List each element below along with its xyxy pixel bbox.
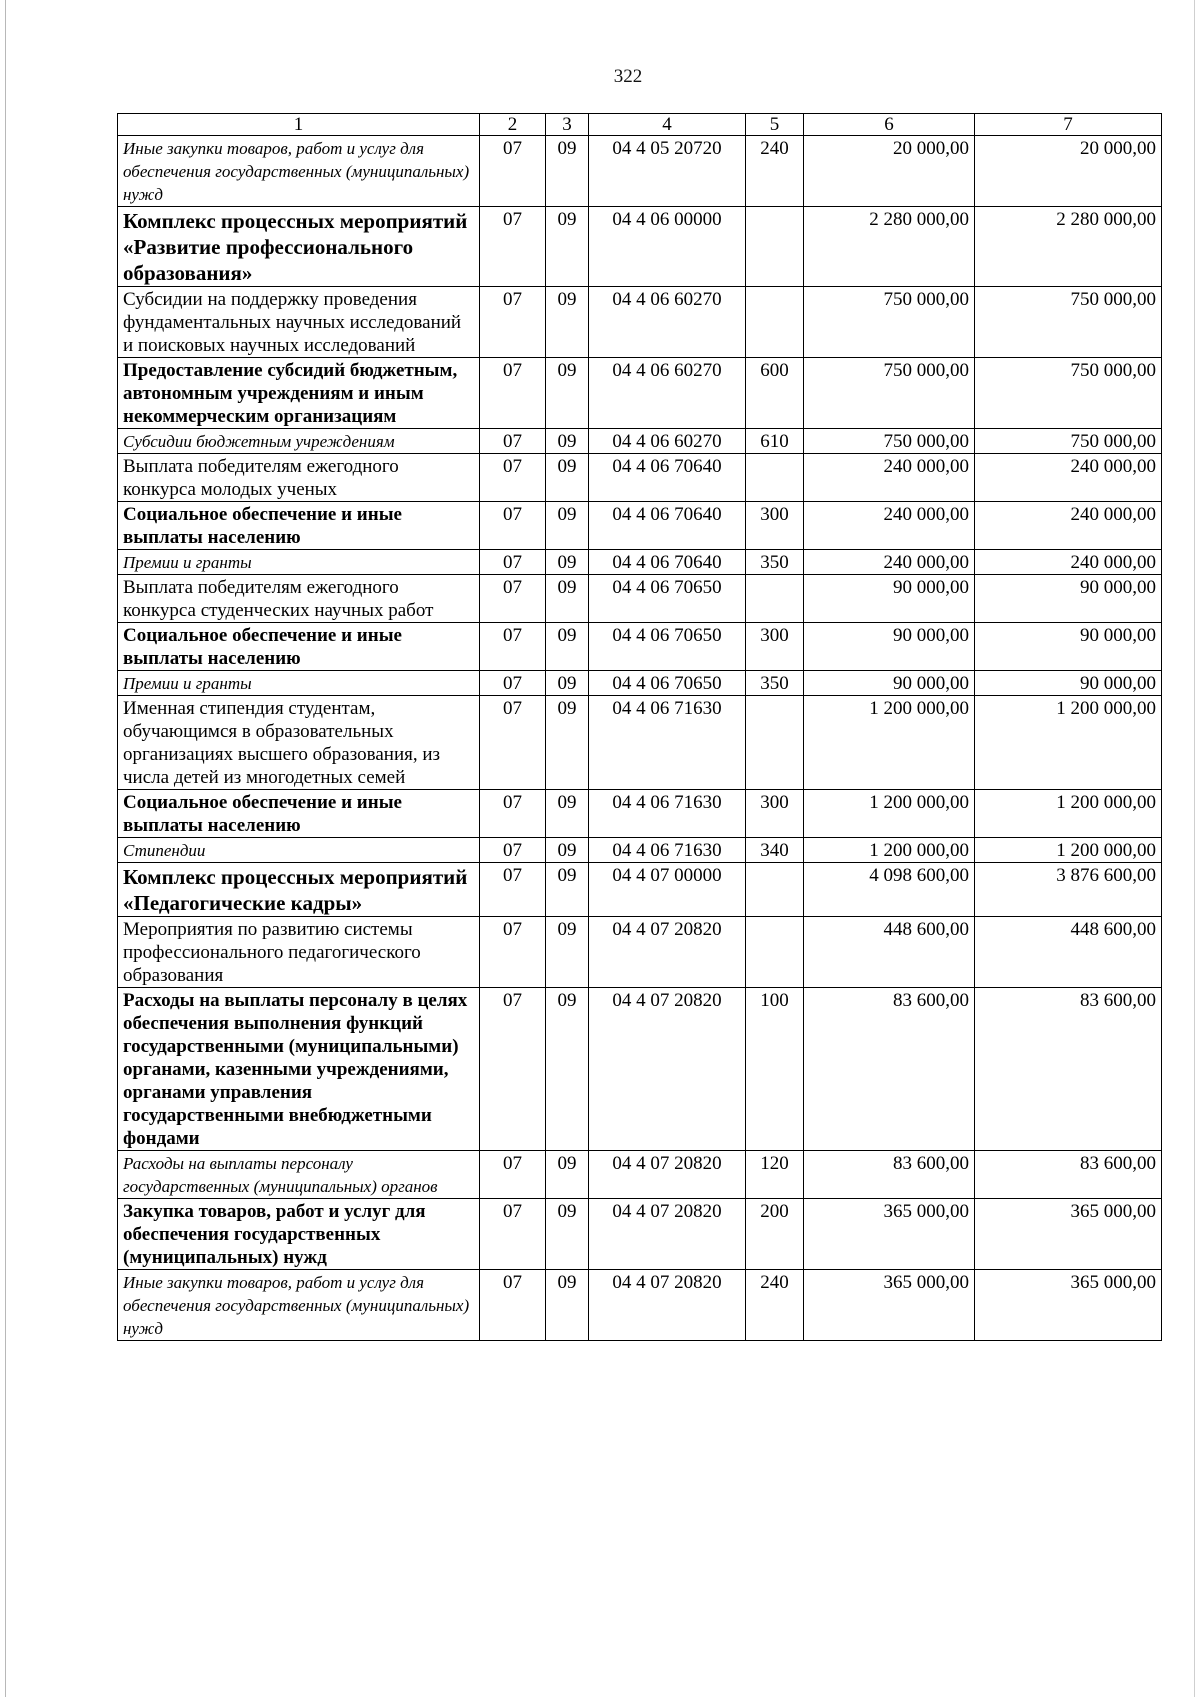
amount-year-2-cell: 20 000,00 bbox=[975, 136, 1162, 207]
subsection-code-cell: 09 bbox=[546, 1199, 589, 1270]
table-row bbox=[118, 1199, 1162, 1270]
expense-type-cell bbox=[746, 696, 804, 790]
amount-year-1-cell: 240 000,00 bbox=[804, 502, 975, 550]
column-header: 5 bbox=[746, 114, 804, 136]
amount-year-2-cell: 90 000,00 bbox=[975, 671, 1162, 696]
target-article-cell: 04 4 07 20820 bbox=[589, 988, 746, 1151]
column-header: 1 bbox=[118, 114, 480, 136]
item-name-cell: Выплата победителям ежегодного конкурса студенческих научных работ bbox=[118, 575, 480, 623]
subsection-code-cell: 09 bbox=[546, 207, 589, 287]
expense-type-cell: 350 bbox=[746, 550, 804, 575]
expense-type-cell: 100 bbox=[746, 988, 804, 1151]
amount-year-2-cell: 240 000,00 bbox=[975, 454, 1162, 502]
expense-type-cell bbox=[746, 917, 804, 988]
item-name-cell: Расходы на выплаты персоналу государственных (муниципальных) органов bbox=[118, 1151, 480, 1199]
subsection-code-cell: 09 bbox=[546, 671, 589, 696]
target-article-cell: 04 4 07 20820 bbox=[589, 1199, 746, 1270]
target-article-cell: 04 4 06 70640 bbox=[589, 550, 746, 575]
subsection-code-cell: 09 bbox=[546, 429, 589, 454]
expense-type-cell: 600 bbox=[746, 358, 804, 429]
section-code-cell: 07 bbox=[480, 988, 546, 1151]
subsection-code-cell: 09 bbox=[546, 550, 589, 575]
section-code-cell: 07 bbox=[480, 1151, 546, 1199]
amount-year-2-cell: 365 000,00 bbox=[975, 1199, 1162, 1270]
amount-year-2-cell: 750 000,00 bbox=[975, 287, 1162, 358]
budget-table bbox=[117, 113, 1162, 1341]
table-row bbox=[118, 207, 1162, 287]
item-name-cell: Предоставление субсидий бюджетным, автономным учреждениям и иным некоммерческим организациям bbox=[118, 358, 480, 429]
item-name-cell: Иные закупки товаров, работ и услуг для обеспечения государственных (муниципальных) нужд bbox=[118, 1270, 480, 1341]
table-row bbox=[118, 358, 1162, 429]
target-article-cell: 04 4 07 00000 bbox=[589, 863, 746, 917]
target-article-cell: 04 4 05 20720 bbox=[589, 136, 746, 207]
amount-year-2-cell: 1 200 000,00 bbox=[975, 696, 1162, 790]
target-article-cell: 04 4 06 70640 bbox=[589, 502, 746, 550]
expense-type-cell: 300 bbox=[746, 790, 804, 838]
subsection-code-cell: 09 bbox=[546, 454, 589, 502]
table-row bbox=[118, 696, 1162, 790]
table-header-row bbox=[118, 114, 1162, 136]
amount-year-2-cell: 2 280 000,00 bbox=[975, 207, 1162, 287]
section-code-cell: 07 bbox=[480, 575, 546, 623]
amount-year-2-cell: 90 000,00 bbox=[975, 575, 1162, 623]
amount-year-2-cell: 750 000,00 bbox=[975, 358, 1162, 429]
scan-edge-left bbox=[5, 0, 6, 1697]
amount-year-1-cell: 20 000,00 bbox=[804, 136, 975, 207]
section-code-cell: 07 bbox=[480, 429, 546, 454]
item-name-cell: Социальное обеспечение и иные выплаты населению bbox=[118, 623, 480, 671]
subsection-code-cell: 09 bbox=[546, 1151, 589, 1199]
expense-type-cell: 340 bbox=[746, 838, 804, 863]
item-name-cell: Иные закупки товаров, работ и услуг для обеспечения государственных (муниципальных) нужд bbox=[118, 136, 480, 207]
subsection-code-cell: 09 bbox=[546, 1270, 589, 1341]
item-name-cell: Премии и гранты bbox=[118, 671, 480, 696]
column-header: 4 bbox=[589, 114, 746, 136]
section-code-cell: 07 bbox=[480, 550, 546, 575]
amount-year-2-cell: 448 600,00 bbox=[975, 917, 1162, 988]
page-number: 322 bbox=[613, 66, 643, 87]
table-row bbox=[118, 1151, 1162, 1199]
expense-type-cell: 300 bbox=[746, 502, 804, 550]
column-header: 7 bbox=[975, 114, 1162, 136]
amount-year-1-cell: 2 280 000,00 bbox=[804, 207, 975, 287]
expense-type-cell: 200 bbox=[746, 1199, 804, 1270]
section-code-cell: 07 bbox=[480, 1199, 546, 1270]
target-article-cell: 04 4 07 20820 bbox=[589, 1270, 746, 1341]
section-code-cell: 07 bbox=[480, 917, 546, 988]
amount-year-1-cell: 448 600,00 bbox=[804, 917, 975, 988]
subsection-code-cell: 09 bbox=[546, 696, 589, 790]
item-name-cell: Расходы на выплаты персоналу в целях обеспечения выполнения функций государственными (муниципальными) органами, казенными учреждениями, органами управления государственными внебюджетными фондами bbox=[118, 988, 480, 1151]
column-header: 6 bbox=[804, 114, 975, 136]
item-name-cell: Премии и гранты bbox=[118, 550, 480, 575]
subsection-code-cell: 09 bbox=[546, 287, 589, 358]
expense-type-cell bbox=[746, 863, 804, 917]
expense-type-cell: 350 bbox=[746, 671, 804, 696]
table-row bbox=[118, 454, 1162, 502]
amount-year-1-cell: 365 000,00 bbox=[804, 1199, 975, 1270]
item-name-cell: Комплекс процессных мероприятий «Педагогические кадры» bbox=[118, 863, 480, 917]
section-code-cell: 07 bbox=[480, 838, 546, 863]
section-code-cell: 07 bbox=[480, 454, 546, 502]
expense-type-cell bbox=[746, 454, 804, 502]
target-article-cell: 04 4 06 71630 bbox=[589, 838, 746, 863]
target-article-cell: 04 4 06 00000 bbox=[589, 207, 746, 287]
amount-year-2-cell: 240 000,00 bbox=[975, 502, 1162, 550]
column-header: 3 bbox=[546, 114, 589, 136]
section-code-cell: 07 bbox=[480, 623, 546, 671]
item-name-cell: Мероприятия по развитию системы профессионального педагогического образования bbox=[118, 917, 480, 988]
section-code-cell: 07 bbox=[480, 502, 546, 550]
subsection-code-cell: 09 bbox=[546, 502, 589, 550]
subsection-code-cell: 09 bbox=[546, 358, 589, 429]
table-row bbox=[118, 502, 1162, 550]
table-row bbox=[118, 136, 1162, 207]
section-code-cell: 07 bbox=[480, 790, 546, 838]
amount-year-1-cell: 365 000,00 bbox=[804, 1270, 975, 1341]
table-row bbox=[118, 623, 1162, 671]
section-code-cell: 07 bbox=[480, 287, 546, 358]
subsection-code-cell: 09 bbox=[546, 575, 589, 623]
amount-year-2-cell: 83 600,00 bbox=[975, 988, 1162, 1151]
amount-year-2-cell: 240 000,00 bbox=[975, 550, 1162, 575]
item-name-cell: Субсидии бюджетным учреждениям bbox=[118, 429, 480, 454]
amount-year-1-cell: 1 200 000,00 bbox=[804, 696, 975, 790]
amount-year-2-cell: 83 600,00 bbox=[975, 1151, 1162, 1199]
amount-year-1-cell: 750 000,00 bbox=[804, 358, 975, 429]
table-row bbox=[118, 671, 1162, 696]
amount-year-1-cell: 240 000,00 bbox=[804, 550, 975, 575]
amount-year-1-cell: 83 600,00 bbox=[804, 1151, 975, 1199]
target-article-cell: 04 4 06 71630 bbox=[589, 790, 746, 838]
table-row bbox=[118, 287, 1162, 358]
target-article-cell: 04 4 07 20820 bbox=[589, 1151, 746, 1199]
amount-year-2-cell: 1 200 000,00 bbox=[975, 790, 1162, 838]
item-name-cell: Выплата победителям ежегодного конкурса молодых ученых bbox=[118, 454, 480, 502]
table-row bbox=[118, 550, 1162, 575]
table-row bbox=[118, 575, 1162, 623]
amount-year-2-cell: 90 000,00 bbox=[975, 623, 1162, 671]
target-article-cell: 04 4 07 20820 bbox=[589, 917, 746, 988]
amount-year-2-cell: 365 000,00 bbox=[975, 1270, 1162, 1341]
expense-type-cell: 240 bbox=[746, 1270, 804, 1341]
amount-year-1-cell: 240 000,00 bbox=[804, 454, 975, 502]
target-article-cell: 04 4 06 70650 bbox=[589, 575, 746, 623]
subsection-code-cell: 09 bbox=[546, 838, 589, 863]
target-article-cell: 04 4 06 70640 bbox=[589, 454, 746, 502]
table-row bbox=[118, 917, 1162, 988]
expense-type-cell: 120 bbox=[746, 1151, 804, 1199]
subsection-code-cell: 09 bbox=[546, 863, 589, 917]
table-row bbox=[118, 429, 1162, 454]
table-row bbox=[118, 838, 1162, 863]
subsection-code-cell: 09 bbox=[546, 623, 589, 671]
target-article-cell: 04 4 06 60270 bbox=[589, 287, 746, 358]
item-name-cell: Стипендии bbox=[118, 838, 480, 863]
amount-year-1-cell: 1 200 000,00 bbox=[804, 838, 975, 863]
amount-year-1-cell: 83 600,00 bbox=[804, 988, 975, 1151]
table-row bbox=[118, 1270, 1162, 1341]
item-name-cell: Социальное обеспечение и иные выплаты населению bbox=[118, 790, 480, 838]
subsection-code-cell: 09 bbox=[546, 136, 589, 207]
section-code-cell: 07 bbox=[480, 863, 546, 917]
target-article-cell: 04 4 06 70650 bbox=[589, 671, 746, 696]
item-name-cell: Закупка товаров, работ и услуг для обеспечения государственных (муниципальных) нужд bbox=[118, 1199, 480, 1270]
amount-year-2-cell: 1 200 000,00 bbox=[975, 838, 1162, 863]
amount-year-1-cell: 90 000,00 bbox=[804, 671, 975, 696]
scan-edge-right bbox=[1194, 0, 1195, 1697]
item-name-cell: Социальное обеспечение и иные выплаты населению bbox=[118, 502, 480, 550]
target-article-cell: 04 4 06 71630 bbox=[589, 696, 746, 790]
expense-type-cell: 240 bbox=[746, 136, 804, 207]
expense-type-cell bbox=[746, 207, 804, 287]
section-code-cell: 07 bbox=[480, 696, 546, 790]
table-row bbox=[118, 863, 1162, 917]
table-body bbox=[118, 136, 1162, 1341]
expense-type-cell: 610 bbox=[746, 429, 804, 454]
item-name-cell: Субсидии на поддержку проведения фундаментальных научных исследований и поисковых научных исследований bbox=[118, 287, 480, 358]
item-name-cell: Именная стипендия студентам, обучающимся в образовательных организациях высшего образования, из числа детей из многодетных семей bbox=[118, 696, 480, 790]
expense-type-cell: 300 bbox=[746, 623, 804, 671]
amount-year-1-cell: 1 200 000,00 bbox=[804, 790, 975, 838]
section-code-cell: 07 bbox=[480, 207, 546, 287]
table-row bbox=[118, 988, 1162, 1151]
item-name-cell: Комплекс процессных мероприятий «Развитие профессионального образования» bbox=[118, 207, 480, 287]
target-article-cell: 04 4 06 70650 bbox=[589, 623, 746, 671]
amount-year-1-cell: 4 098 600,00 bbox=[804, 863, 975, 917]
amount-year-1-cell: 750 000,00 bbox=[804, 287, 975, 358]
section-code-cell: 07 bbox=[480, 1270, 546, 1341]
amount-year-2-cell: 3 876 600,00 bbox=[975, 863, 1162, 917]
section-code-cell: 07 bbox=[480, 136, 546, 207]
target-article-cell: 04 4 06 60270 bbox=[589, 358, 746, 429]
amount-year-1-cell: 750 000,00 bbox=[804, 429, 975, 454]
table-row bbox=[118, 790, 1162, 838]
expense-type-cell bbox=[746, 287, 804, 358]
amount-year-2-cell: 750 000,00 bbox=[975, 429, 1162, 454]
section-code-cell: 07 bbox=[480, 671, 546, 696]
subsection-code-cell: 09 bbox=[546, 917, 589, 988]
section-code-cell: 07 bbox=[480, 358, 546, 429]
subsection-code-cell: 09 bbox=[546, 790, 589, 838]
expense-type-cell bbox=[746, 575, 804, 623]
column-header: 2 bbox=[480, 114, 546, 136]
amount-year-1-cell: 90 000,00 bbox=[804, 623, 975, 671]
amount-year-1-cell: 90 000,00 bbox=[804, 575, 975, 623]
subsection-code-cell: 09 bbox=[546, 988, 589, 1151]
target-article-cell: 04 4 06 60270 bbox=[589, 429, 746, 454]
